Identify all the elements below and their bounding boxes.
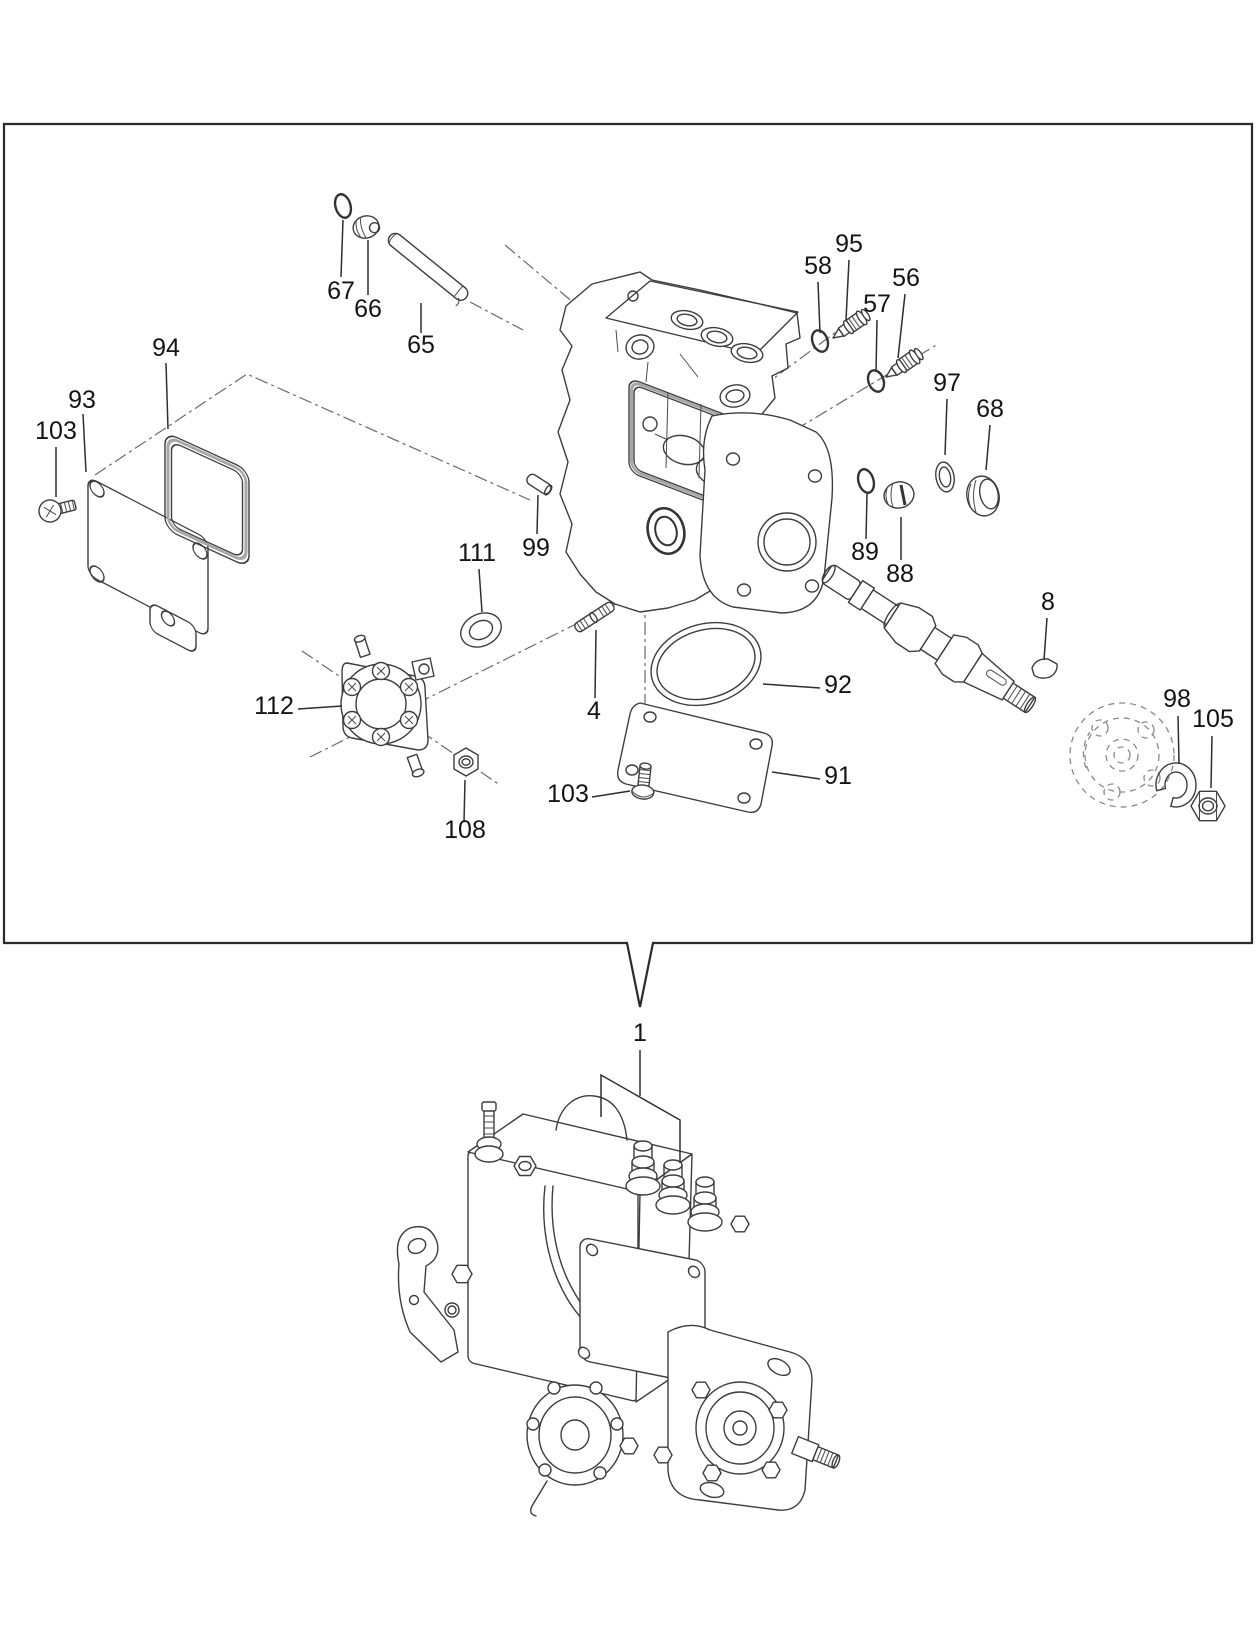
assembled-pump <box>397 1096 842 1516</box>
part-label-91: 91 <box>824 762 852 790</box>
part-label-112: 112 <box>254 692 294 720</box>
part-label-4: 4 <box>587 697 601 725</box>
drive-flange <box>668 1325 842 1510</box>
plug-88 <box>881 479 916 511</box>
timing-gear-phantom <box>1070 703 1174 807</box>
nut-105 <box>1191 791 1225 820</box>
part-label-56: 56 <box>892 264 920 292</box>
part-label-98: 98 <box>1163 685 1191 713</box>
pin-99 <box>525 472 553 496</box>
part-label-65: 65 <box>407 331 435 359</box>
camshaft <box>813 553 1044 724</box>
part-label-103-top: 103 <box>35 417 77 445</box>
part-label-99: 99 <box>522 534 550 562</box>
oring-89 <box>855 467 876 494</box>
part-label-105: 105 <box>1192 705 1234 733</box>
part-label-58: 58 <box>804 252 832 280</box>
feed-pump-112 <box>341 634 434 778</box>
plug-68 <box>963 473 1003 519</box>
part-label-97: 97 <box>933 369 961 397</box>
assembly-label-1: 1 <box>633 1019 647 1047</box>
part-label-93: 93 <box>68 386 96 414</box>
stud-4 <box>573 600 616 633</box>
lock-washer-98 <box>1156 763 1196 807</box>
nut-108 <box>454 748 478 776</box>
plug-66 <box>350 213 381 241</box>
front-round-cover <box>527 1382 623 1516</box>
part-label-108: 108 <box>444 816 486 844</box>
side-cover-plate-93 <box>88 477 208 660</box>
rear-flange-plate <box>700 413 832 613</box>
part-label-95: 95 <box>835 230 863 258</box>
pin-65 <box>382 231 471 308</box>
stop-lever-bracket <box>397 1227 458 1362</box>
part-label-94: 94 <box>152 334 180 362</box>
part-label-68: 68 <box>976 395 1004 423</box>
valve-56 <box>881 346 925 383</box>
part-label-88: 88 <box>886 560 914 588</box>
woodruff-key-8 <box>1032 659 1057 678</box>
part-label-57: 57 <box>863 290 891 318</box>
part-label-92: 92 <box>824 671 852 699</box>
washer-111 <box>455 607 507 654</box>
oring-67 <box>332 192 353 219</box>
screw-103-top <box>37 494 78 524</box>
top-hex-bolt <box>514 1157 536 1176</box>
part-label-111: 111 <box>457 539 497 567</box>
washer-97 <box>934 461 957 494</box>
part-label-66: 66 <box>354 295 382 323</box>
part-label-8: 8 <box>1041 588 1055 616</box>
part-label-103-bottom: 103 <box>547 780 589 808</box>
part-label-89: 89 <box>851 538 879 566</box>
oval-seal-92 <box>641 610 771 718</box>
part-label-67: 67 <box>327 277 355 305</box>
